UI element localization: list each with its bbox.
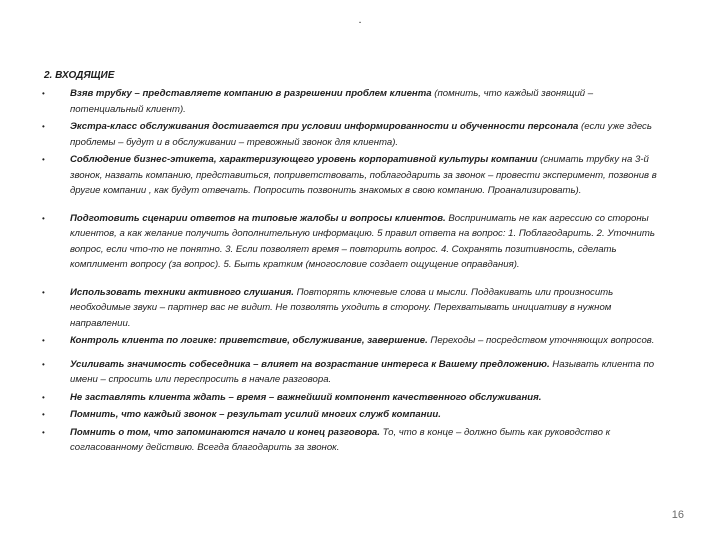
bullet-list <box>36 84 666 456</box>
item-lead: Помнить, что каждый звонок – результат усилий многих служб компании. <box>70 409 441 420</box>
item-text: (если уже здесь проблемы – будут и в обслуживании – тревожный звонок для клиента). <box>70 121 652 148</box>
slide-title-mark: . <box>358 14 362 26</box>
bullet-icon: • <box>42 359 45 369</box>
list-item <box>36 119 666 150</box>
list-item <box>36 285 666 332</box>
item-lead: Усиливать значимость собеседника – влияет на возрастание интереса к Вашему предложению. <box>70 358 550 370</box>
list-item <box>36 86 666 117</box>
item-text: Называть клиента по имени – спросить или переспросить в начале разговора. <box>70 358 655 385</box>
item-text: Переходы – посредством уточняющих вопросов. <box>427 335 655 346</box>
section-heading: 2. ВХОДЯЩИЕ <box>44 70 115 81</box>
item-text: То, что в конце – должно быть как руководство к согласованному действию. Всегда благодарить за звонок. <box>70 426 611 453</box>
list-item <box>36 390 666 406</box>
bullet-icon: • <box>42 155 45 164</box>
item-text: (помнить, что каждый звонящий – потенциальный клиент). <box>70 88 594 115</box>
item-lead: Соблюдение бизнес-этикета, характеризующего уровень корпоративной культуры компании <box>70 154 538 165</box>
item-lead: Подготовить сценарии ответов на типовые жалобы и вопросы клиентов. <box>70 212 446 224</box>
item-lead: Помнить о том, что запоминаются начало и конец разговора. <box>70 426 380 438</box>
bullet-icon: • <box>42 336 45 345</box>
item-lead: Контроль клиента по логике: приветствие, обслуживание, завершение. <box>70 335 428 346</box>
item-text: (снимать трубку на 3-й звонок, назвать компанию, представиться, поприветствовать, поблагодарить за звонок – провести эксперимент, позвонив в другие компании , как будут отвечать. Попросить позвонить знакомых в свою компанию. Проанализировать). <box>70 154 657 196</box>
bullet-icon: • <box>42 122 45 131</box>
item-text: Воспринимать не как агрессию со стороны клиентов, а как желание получить дополнительную информацию. 5 правил ответа на вопрос: 1. Поблагодарить. 2. Уточнить вопрос, если что-то не понятно. 3. Если позволяет время – повторить вопрос. 4. Сохранять позитивность, сделать комплимент вопросу (за вопрос). 5. Быть кратким (многословие создает ощущение оправдания). <box>70 212 655 270</box>
item-text: Повторять ключевые слова и мысли. Поддакивать или произносить необходимые звуки – партнер вас не видит. Не позволять уходить в сторону. Перехватывать инициативу в нужном направлении. <box>70 286 614 329</box>
page-number: 16 <box>671 509 684 521</box>
item-lead: Экстра-класс обслуживания достигается при условии информированности и обученности персонала <box>70 121 579 132</box>
list-item <box>36 357 666 388</box>
list-item <box>36 407 666 423</box>
list-item <box>36 425 666 456</box>
item-lead: Не заставлять клиента ждать – время – важнейший компонент качественного обслуживания. <box>70 391 542 403</box>
item-lead: Взяв трубку – представляете компанию в разрешении проблем клиента <box>70 88 432 99</box>
bullet-icon: • <box>42 410 45 419</box>
list-item <box>36 152 666 199</box>
bullet-icon: • <box>42 287 45 297</box>
bullet-icon: • <box>42 213 45 223</box>
item-lead: Использовать техники активного слушания. <box>70 286 294 298</box>
bullet-icon: • <box>42 392 45 402</box>
list-item <box>36 333 666 349</box>
list-item <box>36 211 666 273</box>
bullet-icon: • <box>42 427 45 437</box>
bullet-icon: • <box>42 89 45 98</box>
